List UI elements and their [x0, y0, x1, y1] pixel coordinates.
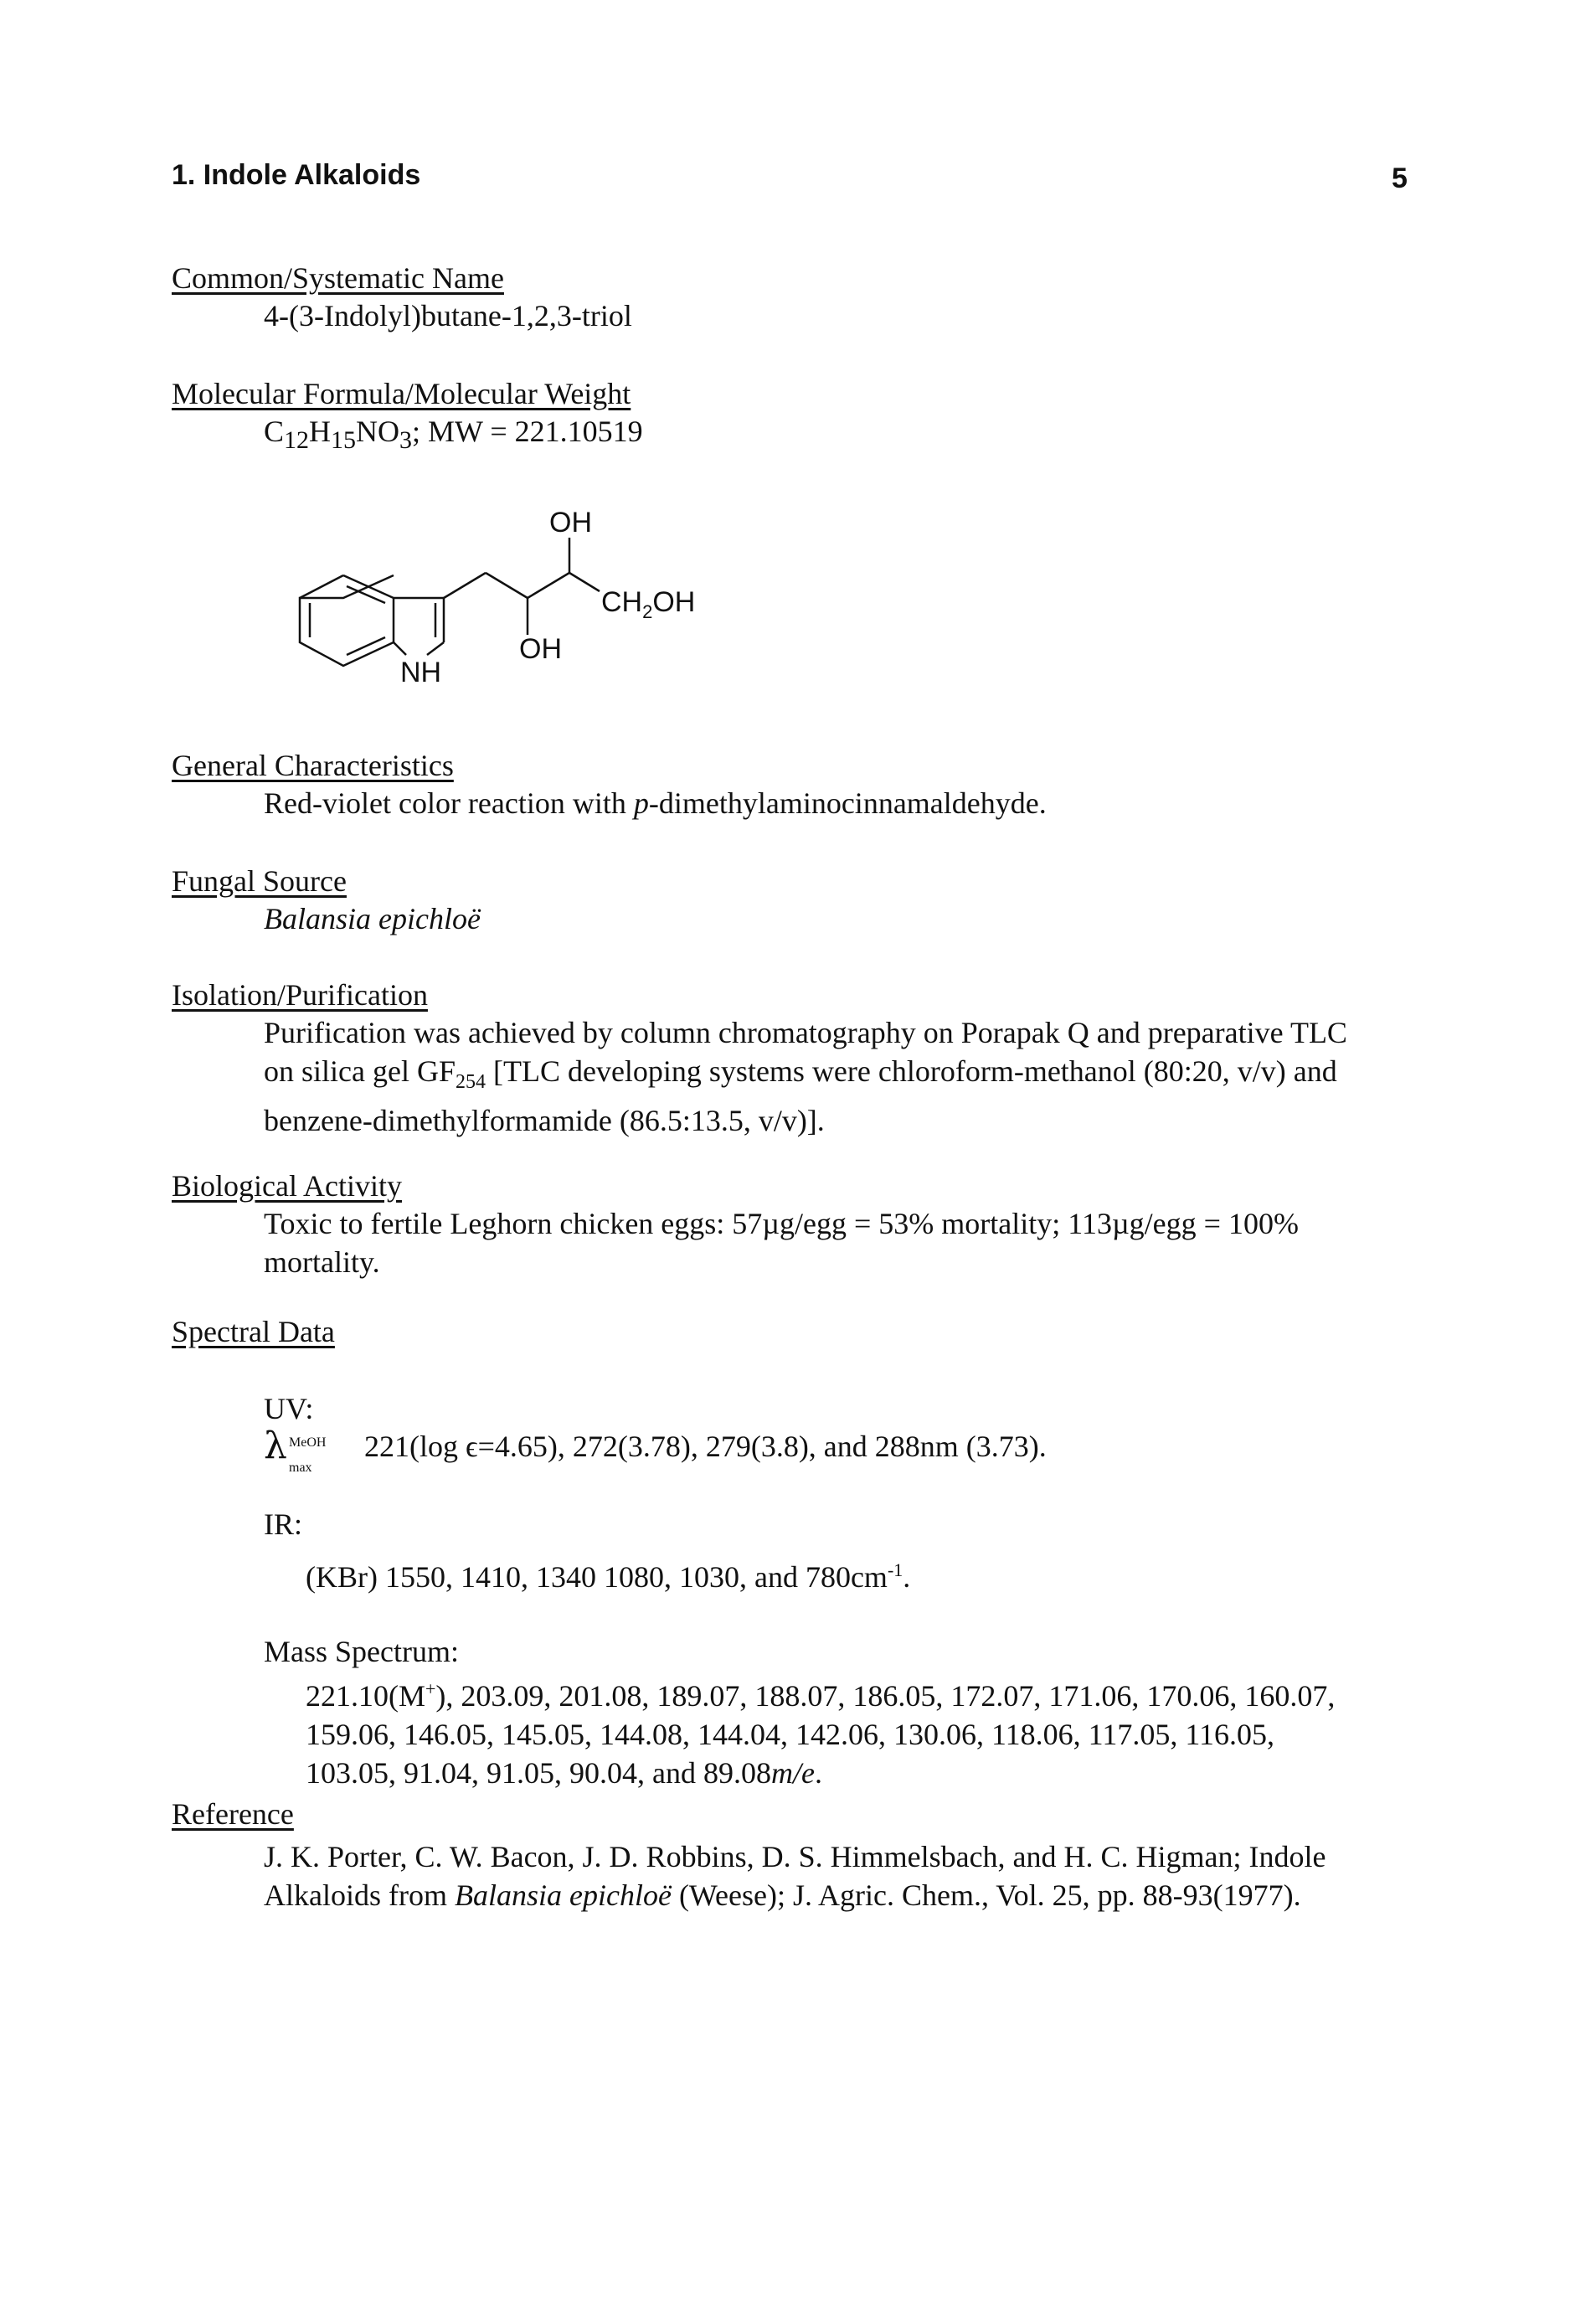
common-name-value: 4-(3-Indolyl)butane-1,2,3-triol	[264, 299, 632, 332]
mass-spectrum-line-2: 159.06, 146.05, 145.05, 144.08, 144.04, 142.06, 130.06, 118.06, 117.05, 116.05,	[306, 1718, 1274, 1751]
structure-label-nh: NH	[400, 657, 442, 688]
formula-value	[264, 412, 1411, 460]
mass-spectrum-label: Mass Spectrum:	[264, 1635, 459, 1668]
spectral-section	[172, 1313, 1411, 1792]
fungal-value: Balansia epichloë	[264, 902, 481, 935]
formula-c: C	[264, 415, 285, 448]
chain-bond-4	[569, 573, 600, 591]
running-head: 1. Indole Alkaloids	[172, 159, 421, 191]
formula-o-sub: 3	[399, 426, 413, 455]
ir-row	[306, 1551, 1411, 1596]
structure-label-oh-top: OH	[549, 507, 592, 538]
benzene-double-bond-bottom	[347, 637, 385, 655]
benzene-bond	[300, 575, 343, 598]
formula-c-sub: 12	[284, 426, 310, 455]
pyrrole-bond-to-n	[427, 642, 444, 655]
biological-heading: Biological Activity	[172, 1169, 402, 1203]
spectral-heading: Spectral Data	[172, 1315, 335, 1348]
biological-section	[172, 1167, 1411, 1281]
uv-label: UV:	[264, 1392, 314, 1425]
benzene-ring	[300, 575, 394, 666]
chemical-structure	[285, 494, 804, 720]
isolation-line-1: Purification was achieved by column chromatography on Porapak Q and preparative TLC	[264, 1016, 1347, 1049]
biological-line-2: mortality.	[264, 1245, 380, 1279]
structure-drawing	[285, 494, 804, 720]
structure-label-oh-bottom: OH	[519, 633, 562, 665]
isolation-line-3: benzene-dimethylformamide (86.5:13.5, v/v)].	[264, 1104, 825, 1138]
formula-h-sub: 15	[331, 426, 357, 455]
formula-section	[172, 375, 1411, 460]
mass-spectrum-line-3: 103.05, 91.04, 91.05, 90.04, and 89.08m/e.	[306, 1756, 822, 1790]
chain-bond-3	[528, 573, 569, 598]
ir-label: IR:	[264, 1507, 303, 1541]
fungal-section	[172, 863, 1411, 938]
formula-mw: ; MW = 221.10519	[412, 415, 643, 448]
lambda-symbol: λ MeOH max	[264, 1425, 327, 1475]
reference-line-2: Alkaloids from Balansia epichloë (Weese); J. Agric. Chem., Vol. 25, pp. 88-93(1977).	[264, 1878, 1301, 1912]
formula-heading: Molecular Formula/Molecular Weight	[172, 377, 631, 410]
isolation-line-2: on silica gel $GF_{254}$ [TLC developing systems were chloroform-methanol (80:20, v/v) and	[264, 1054, 1337, 1094]
pyrrole-bond-n-left	[394, 642, 406, 655]
common-name-heading: Common/Systematic Name	[172, 261, 504, 295]
reference-heading: Reference	[172, 1797, 294, 1831]
formula-h: H	[309, 415, 332, 448]
biological-line-1: Toxic to fertile Leghorn chicken eggs: 57µg/egg = 53% mortality; 113µg/egg = 100%	[264, 1207, 1299, 1240]
reference-line-1: J. K. Porter, C. W. Bacon, J. D. Robbins, D. S. Himmelsbach, and H. C. Higman; Indole	[264, 1840, 1326, 1873]
isolation-section	[172, 976, 1411, 1140]
structure-label-ch2oh: $CH_2OH$	[601, 586, 696, 622]
isolation-heading: Isolation/Purification	[172, 978, 428, 1012]
common-name-section	[172, 260, 1411, 335]
mass-spectrum-line-1: 221.10(M+), 203.09, 201.08, 189.07, 188.07, 186.05, 172.07, 171.06, 170.06, 160.07,	[306, 1678, 1336, 1713]
ir-value: (KBr) 1550, 1410, 1340 1080, 1030, and $780cm^{-1}$.	[306, 1559, 911, 1594]
uv-value: 221(log ϵ=4.65), 272(3.78), 279(3.8), and 288nm (3.73).	[364, 1430, 1047, 1463]
general-heading: General Characteristics	[172, 749, 454, 782]
general-text: Red-violet color reaction with p-dimethylaminocinnamaldehyde.	[264, 786, 1047, 820]
general-section	[172, 747, 1411, 822]
reference-section	[172, 1796, 1411, 1914]
fungal-heading: Fungal Source	[172, 864, 347, 898]
page-number: 5	[1392, 162, 1408, 194]
chain-bond-2	[486, 573, 528, 598]
chain-bond-1	[444, 573, 486, 598]
formula-no: NO	[356, 415, 400, 448]
uv-row	[264, 1425, 1411, 1475]
